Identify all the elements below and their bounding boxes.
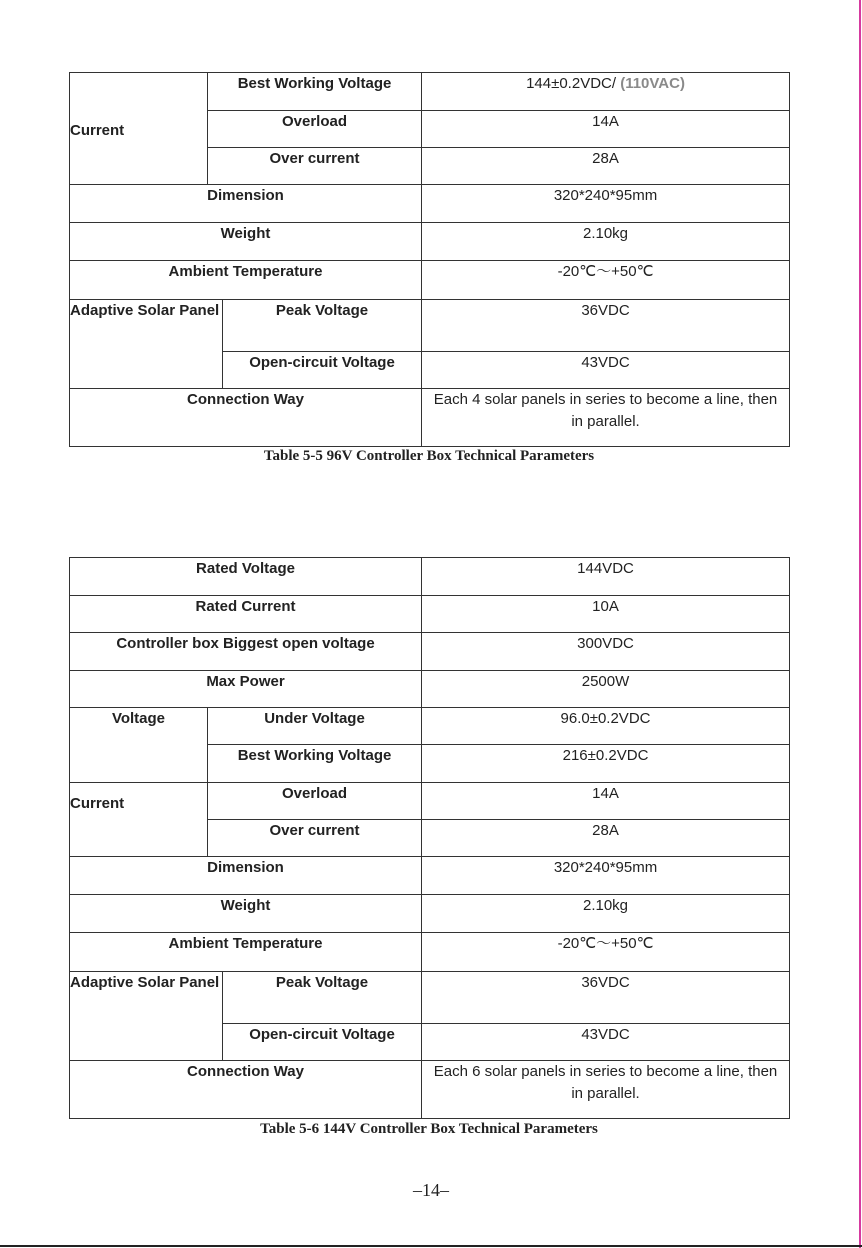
table-row [70, 857, 790, 895]
row-label-dimension: Dimension [70, 185, 422, 223]
value-open-circuit-voltage: 43VDC [422, 352, 790, 389]
row-label-max-power: Max Power [70, 671, 422, 708]
row-label-over-current: Over current [208, 148, 422, 185]
table-row [70, 223, 790, 261]
row-label-connection-way: Connection Way [70, 389, 422, 447]
page-edge-bottom [0, 1245, 862, 1247]
caption-table-5-5: Table 5-5 96V Controller Box Technical Parameters [263, 448, 595, 464]
value-peak-voltage: 36VDC [422, 972, 790, 1024]
row-label-open-circuit-voltage: Open-circuit Voltage [223, 352, 422, 389]
value-overload: 14A [422, 111, 790, 148]
row-label-overload: Overload [208, 111, 422, 148]
value-ac-highlight: (110VAC) [620, 75, 685, 92]
row-label-connection-way: Connection Way [70, 1061, 422, 1119]
row-label-peak-voltage: Peak Voltage [223, 972, 422, 1024]
value-best-working-voltage: 216±0.2VDC [422, 745, 790, 783]
value-over-current: 28A [422, 148, 790, 185]
table-row [70, 783, 790, 820]
row-label-under-voltage: Under Voltage [208, 708, 422, 745]
table-5-5 [69, 72, 790, 447]
row-label-voltage: Voltage [70, 708, 208, 783]
table-row [70, 708, 790, 745]
row-label-current: Current [70, 783, 208, 857]
table-row [70, 1061, 790, 1119]
value-over-current: 28A [422, 820, 790, 857]
row-label-adaptive-solar-panel: Adaptive Solar Panel [70, 300, 223, 389]
table-row [70, 933, 790, 972]
value-weight: 2.10kg [422, 895, 790, 933]
row-label-adaptive-solar-panel: Adaptive Solar Panel [70, 972, 223, 1061]
row-label-weight: Weight [70, 895, 422, 933]
caption-table-5-6: Table 5-6 144V Controller Box Technical Parameters [260, 1121, 598, 1137]
row-label-best-working-voltage: Best Working Voltage [208, 745, 422, 783]
table-5-6 [69, 557, 790, 1119]
value-dimension: 320*240*95mm [422, 185, 790, 223]
value-max-power: 2500W [422, 671, 790, 708]
value-biggest-open-voltage: 300VDC [422, 633, 790, 671]
value-ambient-temperature: -20℃～+50℃ [422, 933, 790, 972]
table-row [70, 895, 790, 933]
row-label-biggest-open-voltage: Controller box Biggest open voltage [70, 633, 422, 671]
row-label-rated-voltage: Rated Voltage [70, 558, 422, 596]
table-row [70, 185, 790, 223]
row-label-over-current: Over current [208, 820, 422, 857]
table-row [70, 671, 790, 708]
table-row [70, 558, 790, 596]
table-row [70, 633, 790, 671]
row-label-ambient-temperature: Ambient Temperature [70, 933, 422, 972]
value-open-circuit-voltage: 43VDC [422, 1024, 790, 1061]
row-label-open-circuit-voltage: Open-circuit Voltage [223, 1024, 422, 1061]
value-best-working-voltage: 144±0.2VDC/ (110VAC) [422, 73, 790, 111]
table-row [70, 261, 790, 300]
page-number: –14– [413, 1180, 449, 1200]
value-under-voltage: 96.0±0.2VDC [422, 708, 790, 745]
value-dimension: 320*240*95mm [422, 857, 790, 895]
value-weight: 2.10kg [422, 223, 790, 261]
table-row [70, 73, 790, 111]
row-label-best-working-voltage: Best Working Voltage [208, 73, 422, 111]
value-connection-way: Each 6 solar panels in series to become a line, then in parallel. [422, 1061, 790, 1119]
row-label-overload: Overload [208, 783, 422, 820]
row-label-current: Current [70, 73, 208, 185]
value-peak-voltage: 36VDC [422, 300, 790, 352]
value-connection-way: Each 4 solar panels in series to become a line, then in parallel. [422, 389, 790, 447]
row-label-dimension: Dimension [70, 857, 422, 895]
value-overload: 14A [422, 783, 790, 820]
value-ambient-temperature: -20℃～+50℃ [422, 261, 790, 300]
page-edge-right [859, 0, 861, 1248]
row-label-weight: Weight [70, 223, 422, 261]
row-label-ambient-temperature: Ambient Temperature [70, 261, 422, 300]
table-row [70, 972, 790, 1024]
table-row [70, 389, 790, 447]
value-rated-current: 10A [422, 596, 790, 633]
row-label-rated-current: Rated Current [70, 596, 422, 633]
value-rated-voltage: 144VDC [422, 558, 790, 596]
table-row [70, 596, 790, 633]
table-row [70, 300, 790, 352]
row-label-peak-voltage: Peak Voltage [223, 300, 422, 352]
